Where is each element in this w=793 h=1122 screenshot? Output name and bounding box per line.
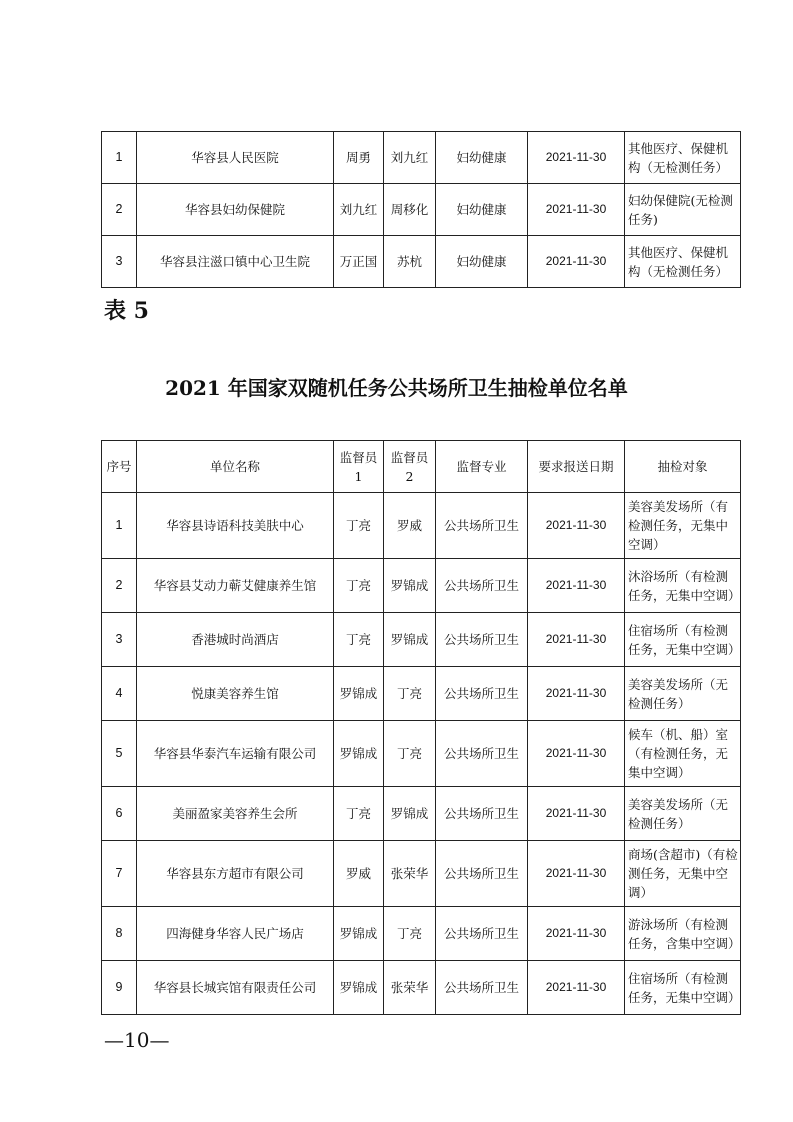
supervisor-2: 罗锦成 xyxy=(384,613,436,667)
unit-name: 华容县妇幼保健院 xyxy=(137,184,334,236)
table-row xyxy=(102,184,741,236)
report-date: 2021-11-30 xyxy=(528,613,625,667)
supervision-field: 公共场所卫生 xyxy=(436,787,528,841)
row-number: 5 xyxy=(102,721,137,787)
supervisor-1: 丁亮 xyxy=(334,493,384,559)
row-number: 2 xyxy=(102,184,137,236)
unit-name: 华容县华泰汽车运输有限公司 xyxy=(137,721,334,787)
inspection-target: 商场(含超市)（有检测任务，无集中空调） xyxy=(625,841,741,907)
unit-name: 华容县人民医院 xyxy=(137,132,334,184)
report-date: 2021-11-30 xyxy=(528,559,625,613)
row-number: 2 xyxy=(102,559,137,613)
supervision-field: 公共场所卫生 xyxy=(436,667,528,721)
supervision-field: 妇幼健康 xyxy=(436,132,528,184)
public-place-inspection-table xyxy=(101,440,741,1015)
inspection-target: 其他医疗、保健机构（无检测任务） xyxy=(625,236,741,288)
supervisor-1: 罗锦成 xyxy=(334,907,384,961)
supervision-field: 公共场所卫生 xyxy=(436,841,528,907)
supervisor-1: 罗威 xyxy=(334,841,384,907)
header-supervisor-2: 监督员 2 xyxy=(384,441,436,493)
report-date: 2021-11-30 xyxy=(528,236,625,288)
report-date: 2021-11-30 xyxy=(528,493,625,559)
header-target: 抽检对象 xyxy=(625,441,741,493)
table-row xyxy=(102,493,741,559)
header-date: 要求报送日期 xyxy=(528,441,625,493)
report-date: 2021-11-30 xyxy=(528,721,625,787)
inspection-target: 住宿场所（有检测任务，无集中空调） xyxy=(625,613,741,667)
inspection-target: 沐浴场所（有检测任务，无集中空调） xyxy=(625,559,741,613)
unit-name: 美丽盈家美容养生会所 xyxy=(137,787,334,841)
supervision-field: 公共场所卫生 xyxy=(436,721,528,787)
unit-name: 香港城时尚酒店 xyxy=(137,613,334,667)
document-title: 2021 年国家双随机任务公共场所卫生抽检单位名单 xyxy=(165,376,628,400)
inspection-target: 其他医疗、保健机构（无检测任务） xyxy=(625,132,741,184)
inspection-target: 美容美发场所（无检测任务） xyxy=(625,667,741,721)
supervisor-2: 丁亮 xyxy=(384,721,436,787)
row-number: 7 xyxy=(102,841,137,907)
row-number: 1 xyxy=(102,132,137,184)
unit-name: 悦康美容养生馆 xyxy=(137,667,334,721)
supervisor-2: 丁亮 xyxy=(384,907,436,961)
row-number: 1 xyxy=(102,493,137,559)
table-row xyxy=(102,787,741,841)
report-date: 2021-11-30 xyxy=(528,841,625,907)
supervisor-2: 张荣华 xyxy=(384,841,436,907)
supervisor-1: 刘九红 xyxy=(334,184,384,236)
table-row xyxy=(102,667,741,721)
row-number: 8 xyxy=(102,907,137,961)
inspection-target: 美容美发场所（无检测任务） xyxy=(625,787,741,841)
inspection-target: 候车（机、船）室（有检测任务，无集中空调） xyxy=(625,721,741,787)
supervisor-2: 丁亮 xyxy=(384,667,436,721)
supervisor-2: 苏杭 xyxy=(384,236,436,288)
table-row xyxy=(102,721,741,787)
inspection-target: 妇幼保健院(无检测任务) xyxy=(625,184,741,236)
report-date: 2021-11-30 xyxy=(528,907,625,961)
supervisor-2: 刘九红 xyxy=(384,132,436,184)
report-date: 2021-11-30 xyxy=(528,184,625,236)
supervisor-1: 万正国 xyxy=(334,236,384,288)
supervisor-1: 丁亮 xyxy=(334,613,384,667)
table-row xyxy=(102,132,741,184)
inspection-target: 游泳场所（有检测任务，含集中空调） xyxy=(625,907,741,961)
supervision-field: 公共场所卫生 xyxy=(436,961,528,1015)
supervisor-1: 丁亮 xyxy=(334,559,384,613)
report-date: 2021-11-30 xyxy=(528,667,625,721)
supervision-field: 公共场所卫生 xyxy=(436,613,528,667)
supervisor-1: 周勇 xyxy=(334,132,384,184)
table-row xyxy=(102,559,741,613)
header-no: 序号 xyxy=(102,441,137,493)
row-number: 9 xyxy=(102,961,137,1015)
supervision-field: 妇幼健康 xyxy=(436,184,528,236)
unit-name: 华容县艾动力蕲艾健康养生馆 xyxy=(137,559,334,613)
report-date: 2021-11-30 xyxy=(528,132,625,184)
supervisor-1: 罗锦成 xyxy=(334,667,384,721)
report-date: 2021-11-30 xyxy=(528,961,625,1015)
inspection-target: 美容美发场所（有检测任务，无集中空调） xyxy=(625,493,741,559)
row-number: 3 xyxy=(102,613,137,667)
supervisor-1: 罗锦成 xyxy=(334,721,384,787)
supervisor-2: 罗威 xyxy=(384,493,436,559)
supervisor-2: 罗锦成 xyxy=(384,787,436,841)
inspection-target: 住宿场所（有检测任务，无集中空调） xyxy=(625,961,741,1015)
page-number: —10— xyxy=(104,1028,170,1052)
row-number: 6 xyxy=(102,787,137,841)
section-label: 表 5 xyxy=(104,298,149,324)
table-row xyxy=(102,907,741,961)
supervisor-2: 张荣华 xyxy=(384,961,436,1015)
table-row xyxy=(102,961,741,1015)
report-date: 2021-11-30 xyxy=(528,787,625,841)
table-row xyxy=(102,841,741,907)
table-row xyxy=(102,236,741,288)
supervisor-2: 罗锦成 xyxy=(384,559,436,613)
row-number: 3 xyxy=(102,236,137,288)
row-number: 4 xyxy=(102,667,137,721)
supervisor-2: 周移化 xyxy=(384,184,436,236)
unit-name: 华容县诗语科技美肤中心 xyxy=(137,493,334,559)
supervision-field: 公共场所卫生 xyxy=(436,559,528,613)
supervision-field: 公共场所卫生 xyxy=(436,907,528,961)
supervisor-1: 丁亮 xyxy=(334,787,384,841)
unit-name: 四海健身华容人民广场店 xyxy=(137,907,334,961)
unit-name: 华容县长城宾馆有限责任公司 xyxy=(137,961,334,1015)
unit-name: 华容县注滋口镇中心卫生院 xyxy=(137,236,334,288)
header-name: 单位名称 xyxy=(137,441,334,493)
continued-hygiene-table xyxy=(101,131,741,288)
supervision-field: 妇幼健康 xyxy=(436,236,528,288)
supervisor-1: 罗锦成 xyxy=(334,961,384,1015)
header-supervisor-1: 监督员 1 xyxy=(334,441,384,493)
table-row xyxy=(102,613,741,667)
supervision-field: 公共场所卫生 xyxy=(436,493,528,559)
table-header-row xyxy=(102,441,741,493)
unit-name: 华容县东方超市有限公司 xyxy=(137,841,334,907)
header-field: 监督专业 xyxy=(436,441,528,493)
